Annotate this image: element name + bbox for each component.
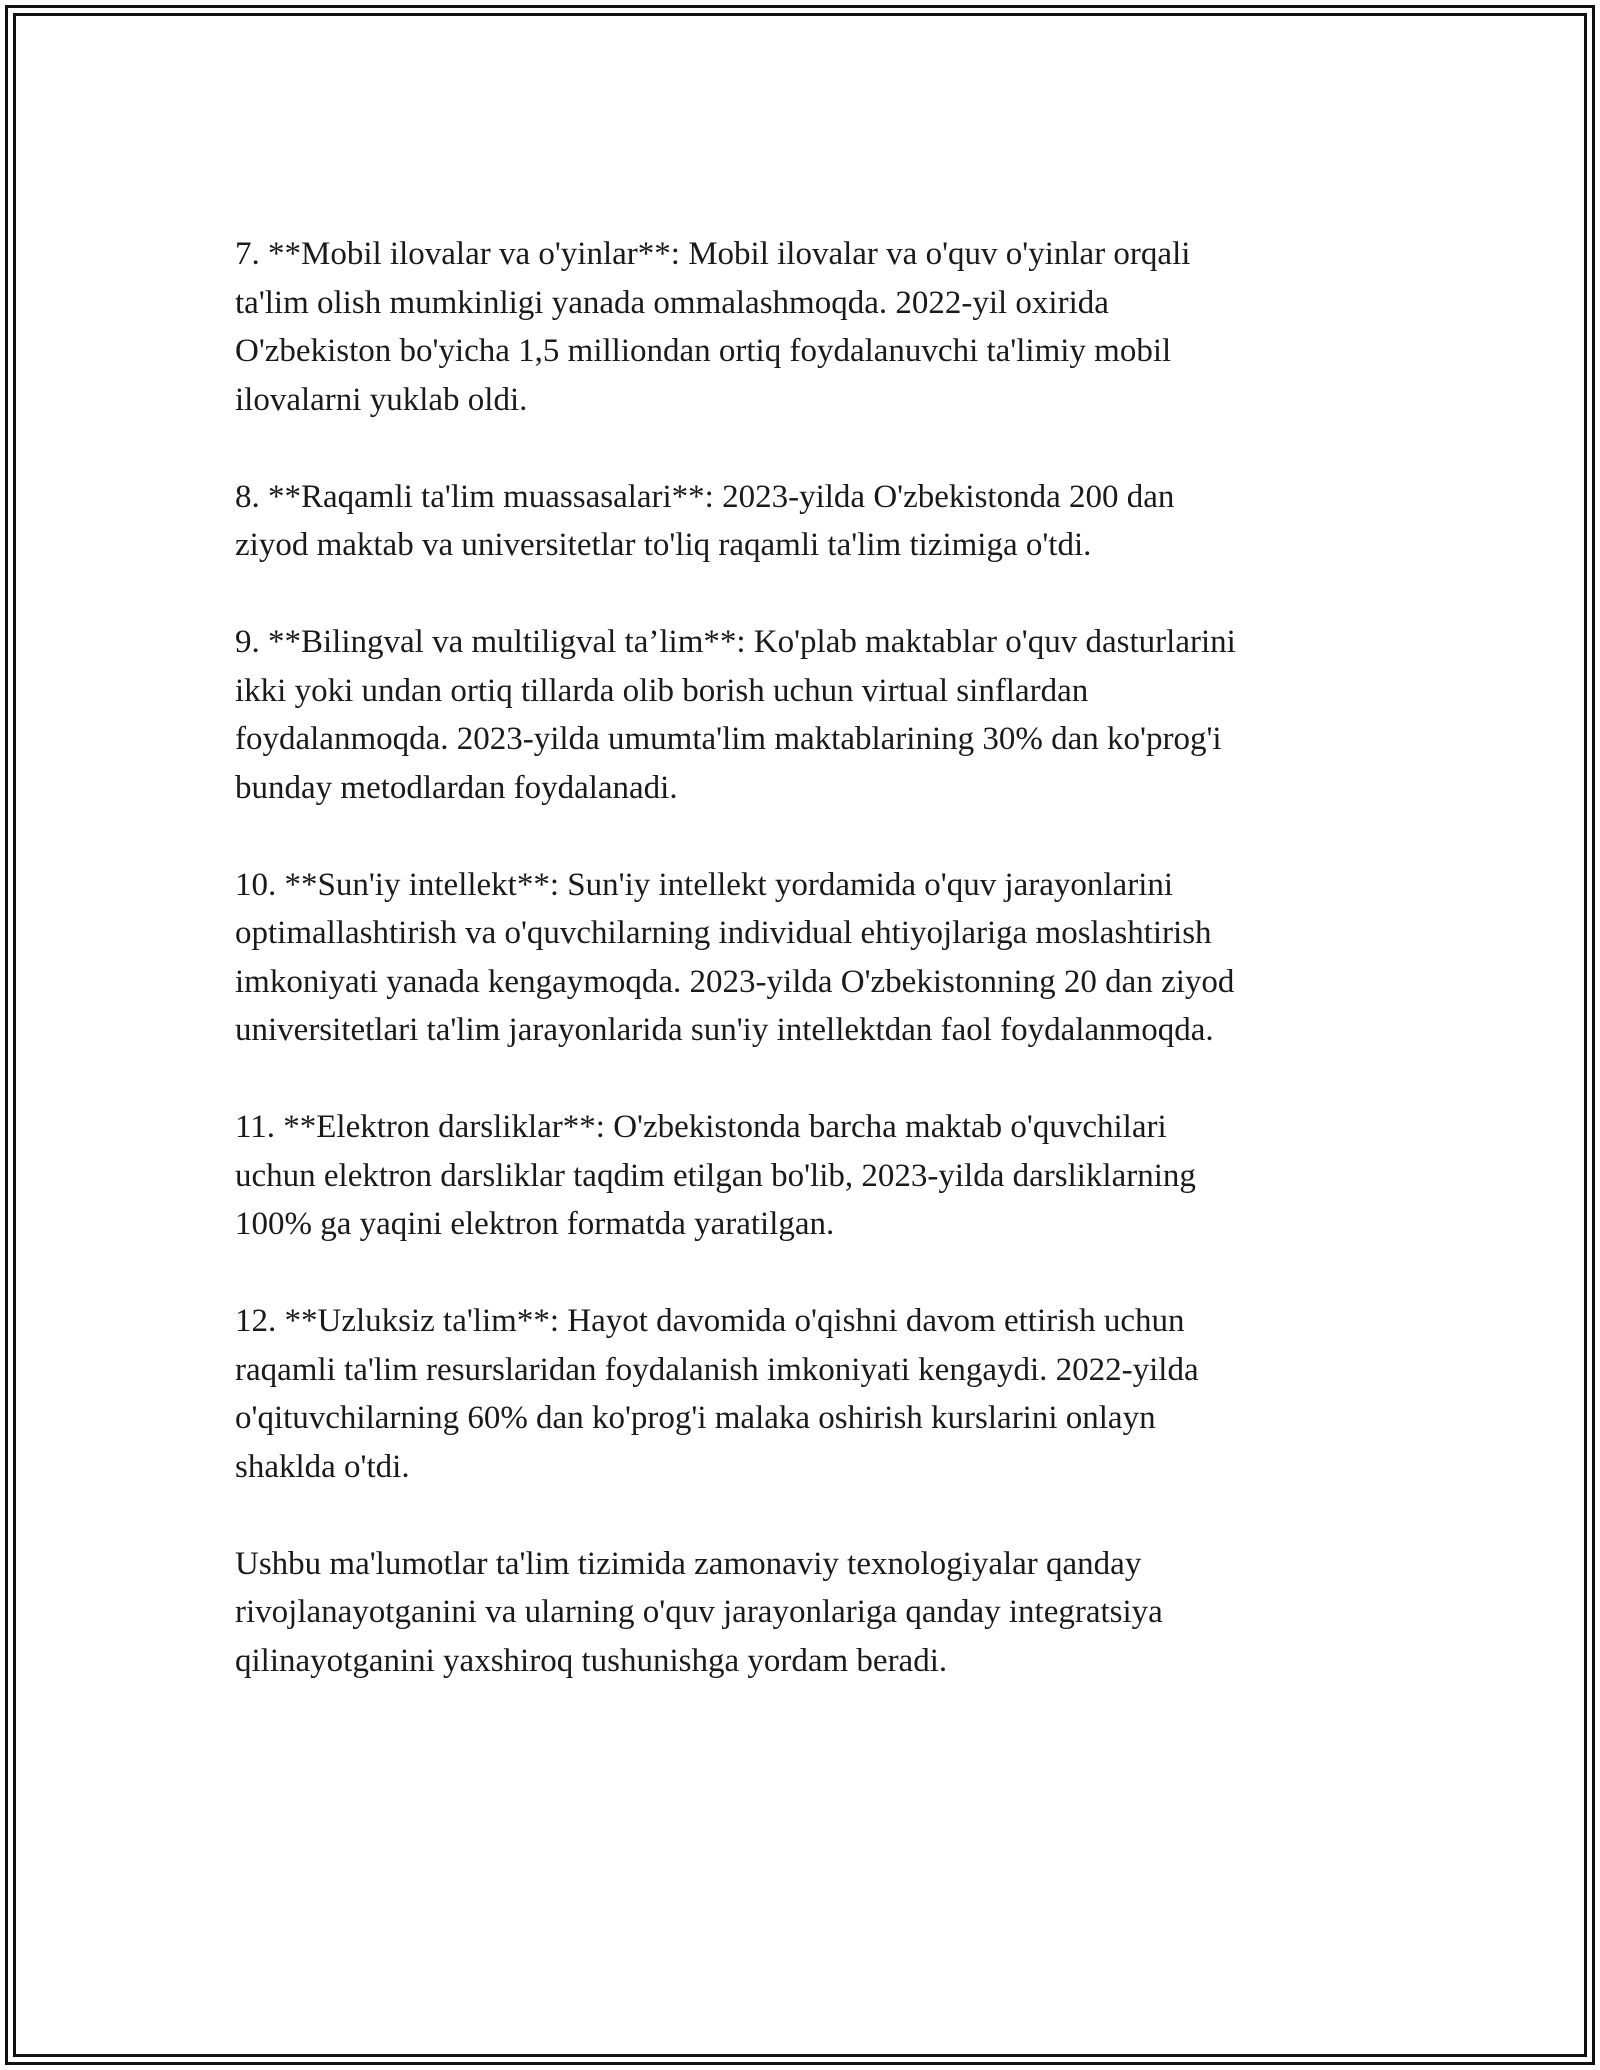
text-line: foydalanmoqda. 2023-yilda umumta'lim maktablarining 30% dan ko'prog'i [235,721,1222,757]
text-line: ikki yoki undan ortiq tillarda olib borish uchun virtual sinflardan [235,672,1089,709]
text-line: 8. **Raqamli ta'lim muassasalari**: 2023-yilda O'zbekistonda 200 dan [235,478,1175,515]
paragraph-item-9 [235,618,1365,812]
text-line: Ushbu ma'lumotlar ta'lim tizimida zamonaviy texnologiyalar qanday [235,1545,1142,1582]
text-line: 10. **Sun'iy intellekt**: Sun'iy intellekt yordamida o'quv jarayonlarini [235,866,1174,903]
text-line: optimallashtirish va o'quvchilarning individual ehtiyojlariga moslashtirish [235,915,1212,951]
paragraph-item-11 [235,1103,1365,1249]
text-line: shaklda o'tdi. [235,1448,410,1485]
text-line: O'zbekiston bo'yicha 1,5 milliondan ortiq foydalanuvchi ta'limiy mobil [235,333,1172,369]
text-line: uchun elektron darsliklar taqdim etilgan bo'lib, 2023-yilda darsliklarning [235,1157,1196,1194]
text-line: 9. **Bilingval va multiligval ta’lim**: Ko'plab maktablar o'quv dasturlarini [235,624,1236,660]
paragraph-conclusion [235,1540,1365,1686]
text-line: raqamli ta'lim resurslaridan foydalanish imkoniyati kengaydi. 2022-yilda [235,1351,1199,1388]
paragraph-item-10 [235,861,1365,1055]
text-line: imkoniyati yanada kengaymoqda. 2023-yilda O'zbekistonning 20 dan ziyod [235,963,1235,1000]
text-line: ilovalarni yuklab oldi. [235,381,528,418]
paragraph-item-7 [235,230,1365,424]
text-line: 11. **Elektron darsliklar**: O'zbekistonda barcha maktab o'quvchilari [235,1109,1167,1145]
text-line: rivojlanayotganini va ularning o'quv jarayonlariga qanday integratsiya [235,1594,1163,1630]
text-line: universitetlari ta'lim jarayonlarida sun'iy intellektdan faol foydalanmoqda. [235,1012,1214,1048]
text-line: 12. **Uzluksiz ta'lim**: Hayot davomida o'qishni davom ettirish uchun [235,1303,1185,1339]
paragraph-item-8 [235,473,1365,570]
document-body [235,230,1365,1734]
text-line: qilinayotganini yaxshiroq tushunishga yordam beradi. [235,1642,948,1679]
paragraph-item-12 [235,1297,1365,1491]
text-line: ta'lim olish mumkinligi yanada ommalashmoqda. 2022-yil oxirida [235,284,1109,321]
text-line: 7. **Mobil ilovalar va o'yinlar**: Mobil ilovalar va o'quv o'yinlar orqali [235,236,1191,272]
text-line: o'qituvchilarning 60% dan ko'prog'i malaka oshirish kurslarini onlayn [235,1400,1156,1436]
text-line: bunday metodlardan foydalanadi. [235,769,678,806]
text-line: 100% ga yaqini elektron formatda yaratilgan. [235,1206,835,1242]
text-line: ziyod maktab va universitetlar to'liq raqamli ta'lim tizimiga o'tdi. [235,527,1092,563]
